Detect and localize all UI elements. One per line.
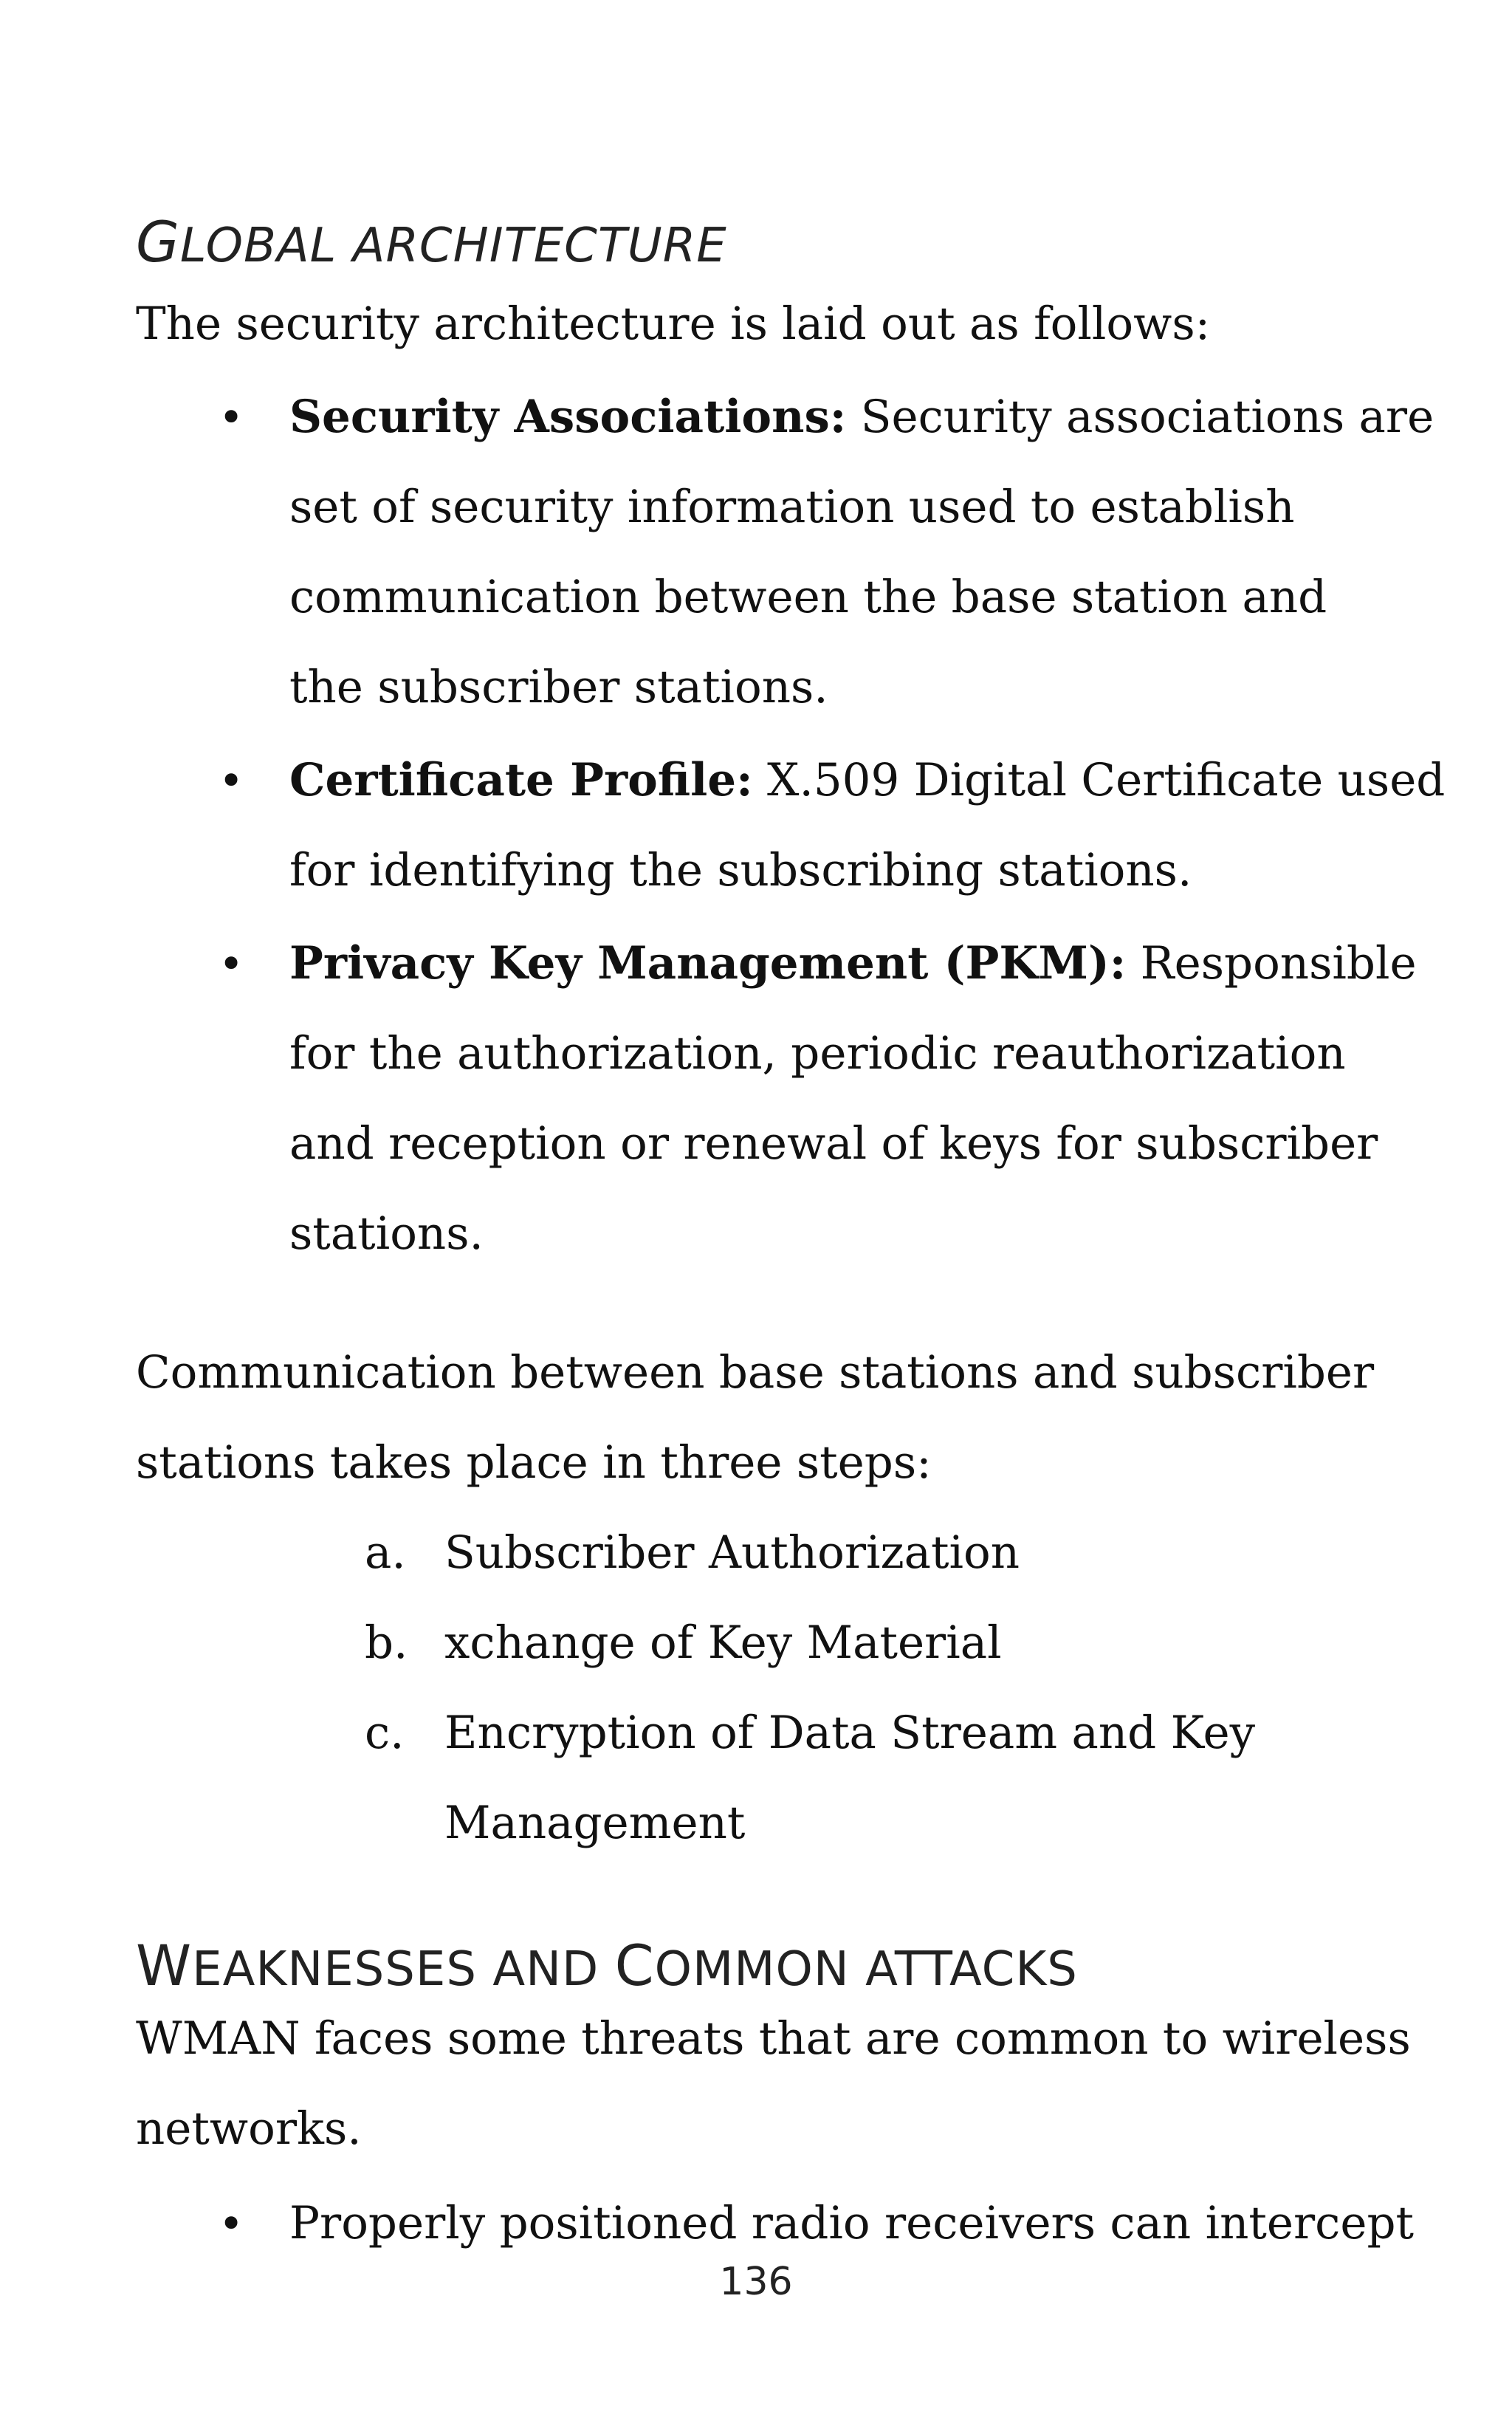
- bullet-line: set of security information used to establish: [289, 481, 1295, 533]
- bullet-term: Privacy Key Management (PKM):: [289, 937, 1127, 990]
- bullet-term: Certificate Profile:: [289, 754, 753, 806]
- bullet-line: [289, 372, 1434, 462]
- section-heading-weaknesses: [136, 1933, 1078, 1998]
- bullet-text: Responsible: [1126, 937, 1417, 990]
- step-marker: c.: [365, 1707, 405, 1759]
- bullet-term: Security Associations:: [289, 391, 847, 443]
- step-marker: a.: [365, 1526, 406, 1579]
- paragraph-line: networks.: [136, 2102, 362, 2155]
- heading-initial: C: [614, 1933, 655, 1998]
- intro-text: The security architecture is laid out as follows:: [136, 298, 1211, 350]
- bullet-line: and reception or renewal of keys for subscriber: [289, 1117, 1378, 1170]
- bullet-icon: •: [219, 392, 244, 442]
- bullet-line: communication between the base station and: [289, 571, 1327, 623]
- bullet-line: [289, 919, 1417, 1009]
- bullet-icon: •: [219, 939, 244, 989]
- bullet-line: for identifying the subscribing stations.: [289, 844, 1192, 897]
- bullet-text: Security associations are: [846, 391, 1434, 443]
- step-text: Management: [444, 1797, 746, 1849]
- heading-text: LOBAL ARCHITECTURE: [179, 219, 727, 273]
- step-text: Encryption of Data Stream and Key: [444, 1707, 1256, 1759]
- page-number: 136: [719, 2260, 793, 2304]
- step-text: Subscriber Authorization: [444, 1526, 1020, 1579]
- bullet-text: X.509 Digital Certificate used: [752, 754, 1446, 806]
- paragraph-line: Communication between base stations and subscriber: [136, 1346, 1375, 1399]
- heading-text: EAKNESSES AND: [192, 1942, 615, 1997]
- bullet-icon: •: [219, 2198, 244, 2249]
- bullet-line: Properly positioned radio receivers can intercept: [289, 2197, 1415, 2249]
- bullet-line: for the authorization, periodic reauthorization: [289, 1027, 1346, 1080]
- heading-initial: W: [136, 1933, 193, 1998]
- paragraph-line: WMAN faces some threats that are common to wireless: [136, 2012, 1411, 2065]
- section-heading-global-architecture: [136, 209, 727, 275]
- bullet-icon: •: [219, 755, 244, 806]
- paragraph-line: stations takes place in three steps:: [136, 1436, 932, 1489]
- heading-text: OMMON ATTACKS: [654, 1942, 1078, 1997]
- step-marker: b.: [365, 1617, 408, 1669]
- step-text: xchange of Key Material: [444, 1617, 1002, 1669]
- bullet-line: [289, 736, 1445, 826]
- heading-initial: G: [136, 209, 180, 275]
- bullet-line: the subscriber stations.: [289, 661, 828, 713]
- bullet-line: stations.: [289, 1207, 484, 1260]
